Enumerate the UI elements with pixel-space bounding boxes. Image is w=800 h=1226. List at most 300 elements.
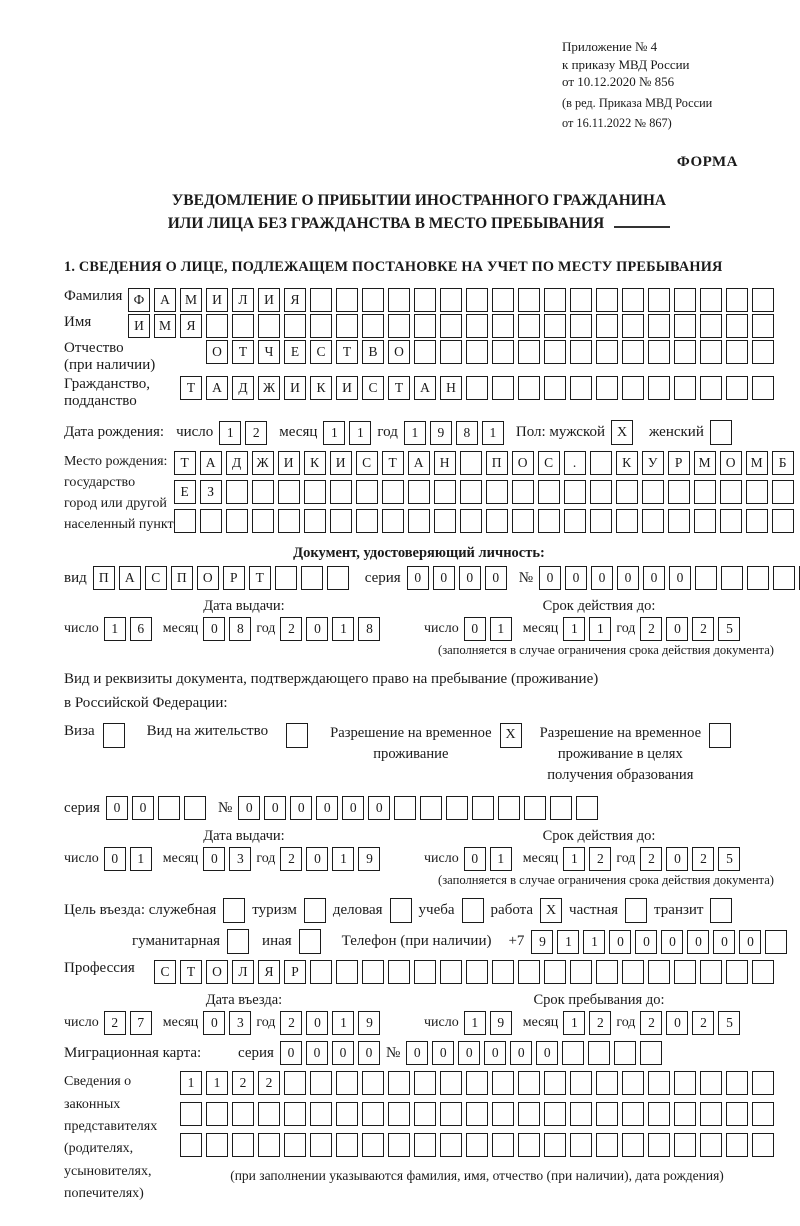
char-cell[interactable]: 2 [640,1011,662,1035]
char-cell[interactable]: 5 [718,847,740,871]
char-cell[interactable] [258,1133,280,1157]
char-cell[interactable]: Т [232,340,254,364]
char-cell[interactable]: 0 [510,1041,532,1065]
char-cell[interactable] [562,1041,584,1065]
char-cell[interactable] [772,480,794,504]
char-cell[interactable]: 0 [643,566,665,590]
char-cell[interactable] [336,314,358,338]
char-cell[interactable] [158,796,180,820]
char-cell[interactable]: 1 [563,847,585,871]
char-cell[interactable] [184,796,206,820]
char-cell[interactable]: Т [180,960,202,984]
char-cell[interactable] [570,288,592,312]
char-cell[interactable] [700,1071,722,1095]
char-cell[interactable] [278,480,300,504]
temp-residence-edu-checkbox[interactable] [709,723,731,748]
char-cell[interactable] [726,1102,748,1126]
char-cell[interactable] [206,314,228,338]
char-cell[interactable] [518,288,540,312]
char-cell[interactable]: Е [284,340,306,364]
purpose-official-checkbox[interactable] [223,898,245,923]
char-cell[interactable]: 0 [432,1041,454,1065]
char-cell[interactable]: О [720,451,742,475]
purpose-business-checkbox[interactable] [390,898,412,923]
char-cell[interactable] [414,314,436,338]
char-cell[interactable] [700,314,722,338]
char-cell[interactable] [336,288,358,312]
char-cell[interactable]: В [362,340,384,364]
char-cell[interactable] [388,314,410,338]
char-cell[interactable]: 0 [666,847,688,871]
char-cell[interactable]: Е [174,480,196,504]
char-cell[interactable] [640,1041,662,1065]
char-cell[interactable] [746,509,768,533]
char-cell[interactable] [674,376,696,400]
char-cell[interactable]: 1 [583,930,605,954]
char-cell[interactable] [440,1133,462,1157]
char-cell[interactable]: 0 [406,1041,428,1065]
char-cell[interactable] [614,1041,636,1065]
char-cell[interactable] [466,288,488,312]
char-cell[interactable]: 0 [306,1011,328,1035]
char-cell[interactable] [336,960,358,984]
char-cell[interactable] [726,960,748,984]
char-cell[interactable]: Т [336,340,358,364]
char-cell[interactable] [388,1133,410,1157]
char-cell[interactable] [518,1133,540,1157]
char-cell[interactable] [486,480,508,504]
char-cell[interactable] [622,288,644,312]
char-cell[interactable]: Т [388,376,410,400]
char-cell[interactable] [726,1133,748,1157]
char-cell[interactable] [278,509,300,533]
char-cell[interactable]: 1 [404,421,426,445]
char-cell[interactable]: 0 [565,566,587,590]
char-cell[interactable] [466,314,488,338]
char-cell[interactable]: О [206,960,228,984]
char-cell[interactable]: А [408,451,430,475]
char-cell[interactable]: З [200,480,222,504]
purpose-private-checkbox[interactable] [625,898,647,923]
char-cell[interactable]: 3 [229,1011,251,1035]
char-cell[interactable] [773,566,795,590]
char-cell[interactable] [752,340,774,364]
char-cell[interactable] [388,1102,410,1126]
char-cell[interactable] [616,480,638,504]
char-cell[interactable] [232,1133,254,1157]
char-cell[interactable] [538,480,560,504]
char-cell[interactable] [752,1071,774,1095]
char-cell[interactable]: 0 [316,796,338,820]
char-cell[interactable]: 0 [591,566,613,590]
char-cell[interactable] [622,1102,644,1126]
char-cell[interactable]: 0 [539,566,561,590]
char-cell[interactable] [330,480,352,504]
char-cell[interactable]: 0 [459,566,481,590]
char-cell[interactable] [275,566,297,590]
char-cell[interactable]: 2 [258,1071,280,1095]
char-cell[interactable] [622,314,644,338]
char-cell[interactable] [180,1102,202,1126]
char-cell[interactable] [544,1133,566,1157]
char-cell[interactable]: 9 [531,930,553,954]
char-cell[interactable]: 1 [464,1011,486,1035]
char-cell[interactable] [596,314,618,338]
char-cell[interactable]: 1 [206,1071,228,1095]
char-cell[interactable]: 0 [306,1041,328,1065]
char-cell[interactable] [695,566,717,590]
char-cell[interactable]: И [258,288,280,312]
char-cell[interactable]: О [512,451,534,475]
char-cell[interactable] [726,340,748,364]
char-cell[interactable] [327,566,349,590]
purpose-tourism-checkbox[interactable] [304,898,326,923]
char-cell[interactable]: Ф [128,288,150,312]
char-cell[interactable] [472,796,494,820]
char-cell[interactable]: О [388,340,410,364]
char-cell[interactable] [284,1071,306,1095]
char-cell[interactable]: 0 [332,1041,354,1065]
char-cell[interactable]: 1 [563,617,585,641]
char-cell[interactable]: 1 [563,1011,585,1035]
char-cell[interactable] [564,509,586,533]
char-cell[interactable]: 0 [368,796,390,820]
char-cell[interactable]: 0 [666,1011,688,1035]
char-cell[interactable]: А [200,451,222,475]
char-cell[interactable]: 0 [687,930,709,954]
char-cell[interactable] [538,509,560,533]
char-cell[interactable]: 2 [692,617,714,641]
char-cell[interactable] [440,1102,462,1126]
char-cell[interactable]: 2 [280,847,302,871]
char-cell[interactable] [524,796,546,820]
char-cell[interactable]: О [206,340,228,364]
char-cell[interactable] [440,340,462,364]
char-cell[interactable] [674,340,696,364]
char-cell[interactable] [440,288,462,312]
char-cell[interactable] [674,1133,696,1157]
purpose-humanitarian-checkbox[interactable] [227,929,249,954]
char-cell[interactable] [752,376,774,400]
char-cell[interactable] [394,796,416,820]
char-cell[interactable]: 0 [264,796,286,820]
char-cell[interactable] [544,376,566,400]
sex-male-checkbox[interactable]: X [611,420,633,445]
char-cell[interactable]: Н [440,376,462,400]
char-cell[interactable]: И [206,288,228,312]
char-cell[interactable]: 0 [713,930,735,954]
char-cell[interactable] [518,376,540,400]
char-cell[interactable] [518,1071,540,1095]
char-cell[interactable] [726,376,748,400]
char-cell[interactable] [576,796,598,820]
char-cell[interactable]: Р [284,960,306,984]
char-cell[interactable]: 8 [456,421,478,445]
char-cell[interactable]: 0 [617,566,639,590]
char-cell[interactable]: 1 [589,617,611,641]
char-cell[interactable] [388,960,410,984]
char-cell[interactable]: 2 [232,1071,254,1095]
char-cell[interactable]: 2 [280,1011,302,1035]
char-cell[interactable] [466,960,488,984]
char-cell[interactable]: 1 [180,1071,202,1095]
char-cell[interactable] [596,1102,618,1126]
char-cell[interactable] [492,314,514,338]
char-cell[interactable]: 0 [433,566,455,590]
char-cell[interactable] [414,960,436,984]
char-cell[interactable] [330,509,352,533]
char-cell[interactable] [310,1133,332,1157]
char-cell[interactable] [226,480,248,504]
char-cell[interactable] [336,1102,358,1126]
char-cell[interactable] [408,509,430,533]
char-cell[interactable] [544,1102,566,1126]
char-cell[interactable]: 1 [482,421,504,445]
char-cell[interactable] [570,1071,592,1095]
char-cell[interactable]: 2 [692,1011,714,1035]
char-cell[interactable]: Л [232,288,254,312]
char-cell[interactable]: 2 [640,847,662,871]
char-cell[interactable]: 9 [358,847,380,871]
char-cell[interactable] [622,340,644,364]
char-cell[interactable] [694,480,716,504]
char-cell[interactable]: Ж [252,451,274,475]
char-cell[interactable] [590,480,612,504]
char-cell[interactable]: Р [223,566,245,590]
char-cell[interactable] [492,1133,514,1157]
char-cell[interactable] [258,314,280,338]
char-cell[interactable]: 2 [640,617,662,641]
char-cell[interactable]: 0 [484,1041,506,1065]
char-cell[interactable] [414,1071,436,1095]
char-cell[interactable]: Д [226,451,248,475]
char-cell[interactable] [694,509,716,533]
char-cell[interactable] [544,340,566,364]
char-cell[interactable] [752,960,774,984]
char-cell[interactable] [206,1102,228,1126]
char-cell[interactable] [648,960,670,984]
visa-checkbox[interactable] [103,723,125,748]
char-cell[interactable]: 0 [669,566,691,590]
char-cell[interactable] [642,480,664,504]
char-cell[interactable] [700,340,722,364]
char-cell[interactable] [721,566,743,590]
char-cell[interactable]: Л [232,960,254,984]
char-cell[interactable]: Т [249,566,271,590]
char-cell[interactable] [206,1133,228,1157]
char-cell[interactable]: Ж [258,376,280,400]
char-cell[interactable]: 0 [106,796,128,820]
char-cell[interactable]: У [642,451,664,475]
char-cell[interactable] [232,314,254,338]
char-cell[interactable] [570,960,592,984]
char-cell[interactable]: 1 [332,847,354,871]
char-cell[interactable] [310,288,332,312]
purpose-transit-checkbox[interactable] [710,898,732,923]
char-cell[interactable]: 0 [661,930,683,954]
char-cell[interactable]: 0 [536,1041,558,1065]
char-cell[interactable] [596,1071,618,1095]
char-cell[interactable] [382,480,404,504]
char-cell[interactable]: М [694,451,716,475]
char-cell[interactable]: П [93,566,115,590]
char-cell[interactable]: С [154,960,176,984]
char-cell[interactable]: 1 [323,421,345,445]
char-cell[interactable] [674,314,696,338]
char-cell[interactable] [512,509,534,533]
char-cell[interactable] [596,288,618,312]
char-cell[interactable] [726,314,748,338]
char-cell[interactable]: 2 [692,847,714,871]
char-cell[interactable] [466,1102,488,1126]
char-cell[interactable] [440,314,462,338]
char-cell[interactable]: 0 [666,617,688,641]
char-cell[interactable] [492,1071,514,1095]
char-cell[interactable] [648,314,670,338]
char-cell[interactable]: Б [772,451,794,475]
char-cell[interactable] [414,340,436,364]
char-cell[interactable]: Н [434,451,456,475]
char-cell[interactable] [518,340,540,364]
char-cell[interactable] [752,1133,774,1157]
char-cell[interactable] [446,796,468,820]
char-cell[interactable] [622,1133,644,1157]
char-cell[interactable] [486,509,508,533]
char-cell[interactable]: 1 [332,617,354,641]
char-cell[interactable] [746,480,768,504]
char-cell[interactable] [388,1071,410,1095]
char-cell[interactable] [304,509,326,533]
char-cell[interactable] [226,509,248,533]
char-cell[interactable] [596,960,618,984]
char-cell[interactable] [252,480,274,504]
char-cell[interactable] [258,1102,280,1126]
char-cell[interactable]: С [310,340,332,364]
char-cell[interactable] [752,288,774,312]
char-cell[interactable] [434,509,456,533]
char-cell[interactable]: 2 [104,1011,126,1035]
char-cell[interactable]: С [145,566,167,590]
char-cell[interactable] [362,1071,384,1095]
char-cell[interactable]: 1 [490,847,512,871]
char-cell[interactable] [434,480,456,504]
char-cell[interactable] [726,1071,748,1095]
char-cell[interactable]: И [128,314,150,338]
char-cell[interactable] [648,376,670,400]
char-cell[interactable] [700,1133,722,1157]
char-cell[interactable]: 0 [290,796,312,820]
char-cell[interactable]: 0 [739,930,761,954]
char-cell[interactable]: 1 [130,847,152,871]
char-cell[interactable] [440,1071,462,1095]
char-cell[interactable]: Т [382,451,404,475]
char-cell[interactable]: С [362,376,384,400]
char-cell[interactable] [492,340,514,364]
char-cell[interactable] [362,1133,384,1157]
char-cell[interactable] [720,509,742,533]
char-cell[interactable] [284,314,306,338]
char-cell[interactable]: 0 [635,930,657,954]
char-cell[interactable]: А [206,376,228,400]
char-cell[interactable]: К [616,451,638,475]
char-cell[interactable] [622,960,644,984]
char-cell[interactable]: . [564,451,586,475]
char-cell[interactable] [362,314,384,338]
char-cell[interactable] [544,288,566,312]
char-cell[interactable]: 6 [130,617,152,641]
purpose-study-checkbox[interactable] [462,898,484,923]
char-cell[interactable]: 0 [464,617,486,641]
char-cell[interactable] [284,1133,306,1157]
char-cell[interactable]: 1 [332,1011,354,1035]
char-cell[interactable] [466,340,488,364]
char-cell[interactable]: К [304,451,326,475]
char-cell[interactable] [590,451,612,475]
char-cell[interactable] [466,1133,488,1157]
char-cell[interactable]: П [486,451,508,475]
char-cell[interactable] [622,1071,644,1095]
char-cell[interactable]: 0 [238,796,260,820]
char-cell[interactable]: 1 [104,617,126,641]
char-cell[interactable] [492,960,514,984]
char-cell[interactable]: 8 [358,617,380,641]
char-cell[interactable]: А [154,288,176,312]
char-cell[interactable] [596,340,618,364]
char-cell[interactable] [310,1071,332,1095]
char-cell[interactable] [518,314,540,338]
char-cell[interactable]: 5 [718,1011,740,1035]
char-cell[interactable]: Т [174,451,196,475]
purpose-work-checkbox[interactable]: X [540,898,562,923]
char-cell[interactable] [726,288,748,312]
char-cell[interactable]: 0 [358,1041,380,1065]
char-cell[interactable] [252,509,274,533]
char-cell[interactable] [700,376,722,400]
char-cell[interactable]: 0 [306,617,328,641]
char-cell[interactable]: А [414,376,436,400]
char-cell[interactable] [674,1102,696,1126]
char-cell[interactable]: 0 [132,796,154,820]
char-cell[interactable] [648,288,670,312]
char-cell[interactable]: Т [180,376,202,400]
char-cell[interactable] [460,451,482,475]
char-cell[interactable] [301,566,323,590]
char-cell[interactable]: 7 [130,1011,152,1035]
char-cell[interactable] [570,1102,592,1126]
char-cell[interactable] [765,930,787,954]
char-cell[interactable] [492,288,514,312]
sex-female-checkbox[interactable] [710,420,732,445]
char-cell[interactable] [570,314,592,338]
char-cell[interactable]: 0 [458,1041,480,1065]
char-cell[interactable]: М [180,288,202,312]
char-cell[interactable] [362,1102,384,1126]
residence-permit-checkbox[interactable] [286,723,308,748]
char-cell[interactable] [648,1102,670,1126]
char-cell[interactable] [642,509,664,533]
char-cell[interactable] [466,1071,488,1095]
char-cell[interactable] [668,509,690,533]
char-cell[interactable] [420,796,442,820]
char-cell[interactable] [460,509,482,533]
char-cell[interactable] [440,960,462,984]
char-cell[interactable] [544,1071,566,1095]
char-cell[interactable] [310,960,332,984]
char-cell[interactable] [544,960,566,984]
char-cell[interactable] [362,960,384,984]
char-cell[interactable] [648,1133,670,1157]
char-cell[interactable]: 8 [229,617,251,641]
